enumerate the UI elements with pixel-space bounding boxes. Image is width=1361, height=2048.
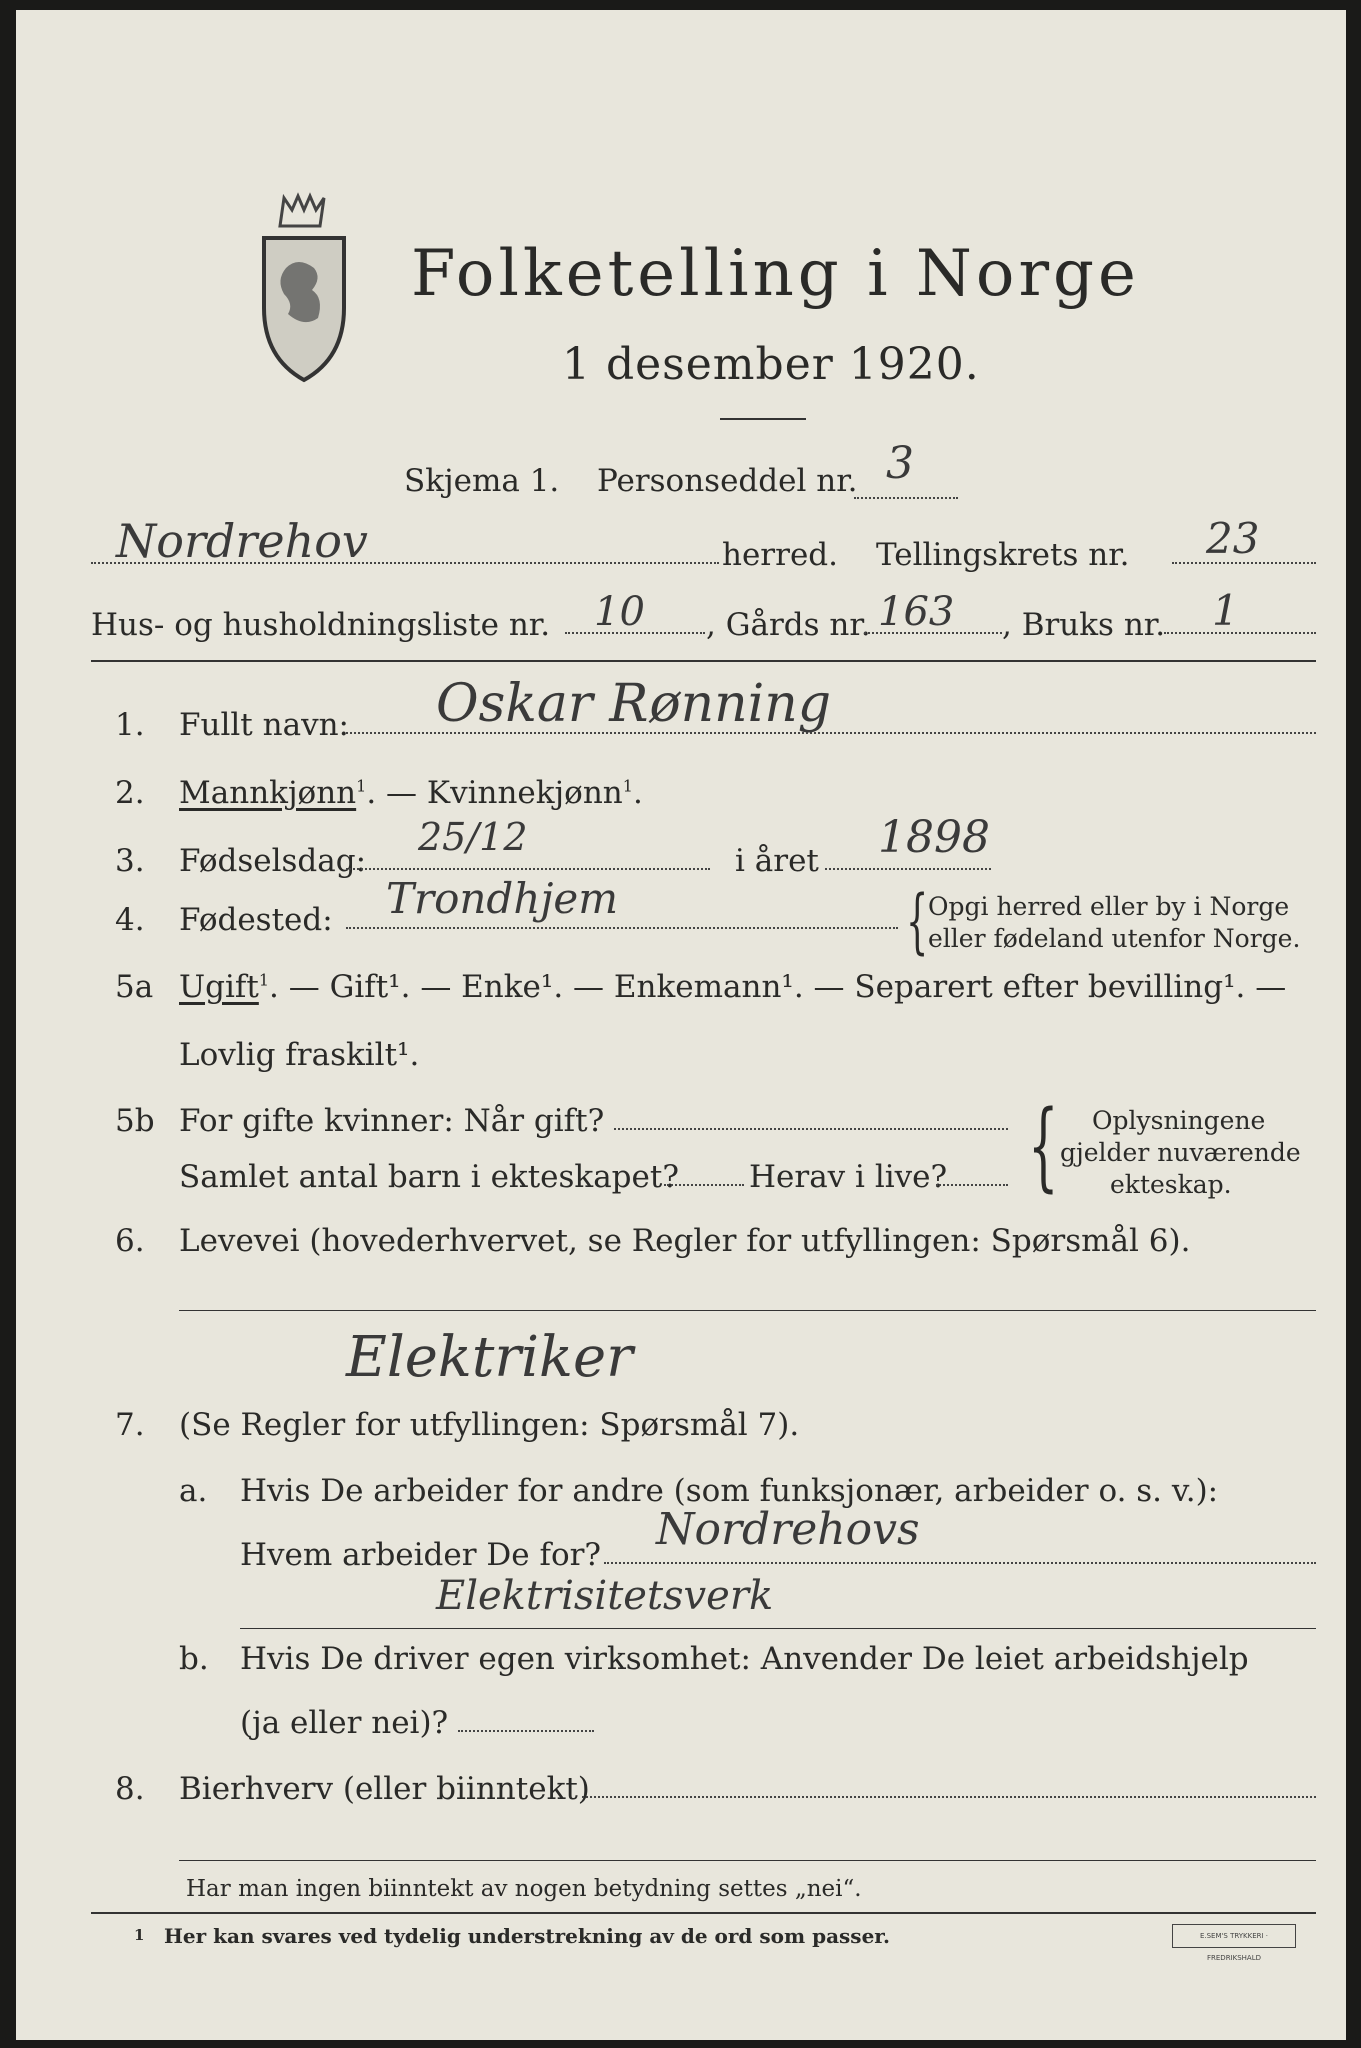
footer-note: Har man ingen biinntekt av nogen betydning settes „nei“. (186, 1876, 862, 1902)
herred-value[interactable]: Nordrehov (116, 514, 368, 568)
census-form (16, 10, 1346, 2040)
personseddel-line (854, 497, 958, 499)
q5b-line2b: Herav i live? (749, 1159, 948, 1195)
q5b-children-line (664, 1184, 744, 1186)
q3-label: Fødselsdag: (179, 843, 367, 879)
q7a-number: a. (179, 1473, 208, 1509)
q7b-line1: Hvis De driver egen virksomhet: Anvender De leiet arbeidshjelp (240, 1641, 1249, 1677)
q7-label: (Se Regler for utfyllingen: Spørsmål 7). (179, 1407, 800, 1443)
herred-line (91, 562, 719, 564)
tellingskrets-label: Tellingskrets nr. (876, 537, 1130, 573)
q3-number: 3. (115, 843, 145, 879)
herred-label: herred. (722, 537, 838, 573)
q5a-options (179, 969, 1287, 1005)
q1-number: 1. (115, 707, 145, 743)
q4-number: 4. (115, 902, 145, 938)
q4-value[interactable]: Trondhjem (386, 874, 619, 923)
q1-value[interactable]: Oskar Rønning (436, 674, 832, 734)
bruks-line (1164, 632, 1316, 634)
q8-label: Bierhverv (eller biinntekt) (179, 1771, 590, 1807)
husliste-label: Hus- og husholdningsliste nr. (91, 607, 551, 643)
footer-divider (91, 1912, 1316, 1914)
footnote-text: Her kan svares ved tydelig understrekning av de ord som passer. (164, 1924, 890, 1948)
q4-note-line1: Opgi herred eller by i Norge (928, 892, 1290, 921)
q2-mann[interactable]: Mannkjønn (179, 775, 357, 811)
q5b-line1: For gifte kvinner: Når gift? (179, 1103, 605, 1139)
q7b-line2: (ja eller nei)? (240, 1705, 449, 1741)
husliste-value[interactable]: 10 (594, 589, 645, 635)
q5a-sup: 1 (258, 970, 270, 990)
q7-number: 7. (115, 1407, 145, 1443)
tellingskrets-value[interactable]: 23 (1206, 514, 1260, 563)
q7a-line-2 (240, 1628, 1316, 1629)
skjema-label: Skjema 1. (404, 463, 560, 499)
q5b-married-line (614, 1128, 1008, 1130)
q7a-line1: Hvis De arbeider for andre (som funksjonær, arbeider o. s. v.): (240, 1473, 1219, 1509)
q4-note-line2: eller fødeland utenfor Norge. (928, 924, 1301, 953)
q5a-line2[interactable]: Lovlig fraskilt¹. (179, 1037, 420, 1073)
footnote-mark: 1 (134, 1926, 145, 1944)
q2-dash: . — (366, 775, 427, 811)
q3-year-line (825, 868, 991, 870)
q7a-value1[interactable]: Nordrehovs (656, 1504, 920, 1555)
q6-label: Levevei (hovederhvervet, se Regler for utfyllingen: Spørsmål 6). (179, 1223, 1191, 1259)
q8-number: 8. (115, 1771, 145, 1807)
form-title: Folketelling i Norge (411, 237, 1140, 311)
q7a-line2: Hvem arbeider De for? (240, 1537, 602, 1573)
q7b-line (458, 1730, 594, 1732)
personseddel-value[interactable]: 3 (886, 438, 914, 489)
q5b-note2: gjelder nuværende (1060, 1138, 1301, 1167)
q5b-alive-line (936, 1184, 1008, 1186)
q2-kvinne[interactable]: Kvinnekjønn (426, 775, 623, 811)
printer-stamp-text: E.SEM'S TRYKKERI · FREDRIKSHALD (1199, 1932, 1269, 1962)
gards-value[interactable]: 163 (878, 589, 955, 635)
q2-options (179, 775, 643, 811)
q3-day-line (346, 868, 710, 870)
q5b-line2a: Samlet antal barn i ekteskapet? (179, 1159, 679, 1195)
q5a-number: 5a (115, 969, 154, 1005)
personseddel-label: Personseddel nr. (597, 463, 858, 499)
norway-coat-of-arms-icon (244, 188, 364, 388)
q3-year-value[interactable]: 1898 (878, 812, 990, 863)
q2-sup: 1 (356, 776, 367, 796)
q4-label: Fødested: (179, 902, 333, 938)
q8-line (582, 1796, 1316, 1798)
q8-line-2 (179, 1860, 1316, 1861)
q6-value[interactable]: Elektriker (346, 1325, 633, 1390)
q5a-ugift[interactable]: Ugift (179, 969, 259, 1005)
form-date: 1 desember 1920. (562, 339, 980, 390)
q3-value[interactable]: 25/12 (418, 815, 528, 859)
bruks-label: , Bruks nr. (1002, 607, 1166, 643)
q7b-number: b. (179, 1641, 209, 1677)
title-divider (720, 418, 806, 420)
q2-sup-2: 1 (622, 776, 633, 796)
q4-line (346, 927, 898, 929)
q5b-brace: { (1028, 1090, 1059, 1202)
q2-number: 2. (115, 775, 145, 811)
q2-end: . (632, 775, 643, 811)
q4-brace: { (906, 880, 929, 962)
printer-stamp (1172, 1924, 1296, 1962)
q3-year-label: i året (735, 843, 819, 879)
header-divider (91, 660, 1316, 662)
q5b-note3: ekteskap. (1110, 1170, 1232, 1199)
q7a-value2[interactable]: Elektrisitetsverk (436, 1573, 774, 1619)
q1-label: Fullt navn: (179, 707, 349, 743)
q7a-line (604, 1562, 1316, 1564)
q6-number: 6. (115, 1223, 145, 1259)
q5b-number: 5b (115, 1103, 155, 1139)
q5a-rest[interactable]: . — Gift¹. — Enke¹. — Enkemann¹. — Separert efter bevilling¹. — (269, 969, 1287, 1005)
gards-label: , Gårds nr. (706, 607, 871, 643)
q5b-note1: Oplysningene (1092, 1106, 1266, 1135)
q6-line (179, 1310, 1316, 1311)
bruks-value[interactable]: 1 (1212, 586, 1239, 635)
